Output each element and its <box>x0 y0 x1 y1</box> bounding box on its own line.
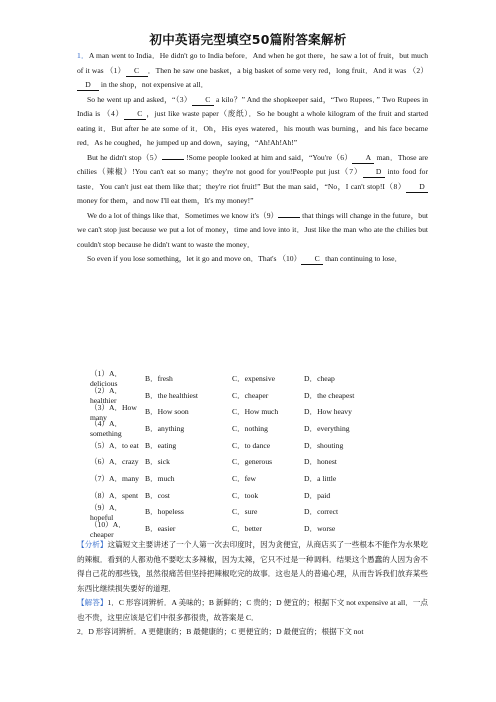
option-row: （3）A．How many B．How soon C．How much D．How heavy <box>90 402 352 422</box>
answer-blank-1: C <box>126 65 148 77</box>
paragraph-5: So even if you lose something，let it go and move on．That's （10） C than continuing to lose． <box>87 254 403 263</box>
answer-blank-10: C <box>301 253 323 265</box>
option-row: （2）A．healthier B．the healthiest C．cheaper D．the cheapest <box>90 386 355 406</box>
option-row: （8）A．spent B．cost C．took D．paid <box>90 490 331 500</box>
page-title: 初中英语完型填空50篇附答案解析 <box>149 32 347 47</box>
option-row: （4）A．something B．anything C．nothing D．everything <box>90 419 350 439</box>
analysis-summary: 【分析】这篇短文主要讲述了一个人第一次去印度时，因为贪便宜，从商店买了一些根本不能作为水果吃的辣椒．看到的人都劝他不要吃太多辣椒，因为太辣，它只不过是一种调料．结果这个愚蠢的人因为舍不得自己花的那些钱，虽然很痛苦但坚持把辣椒吃完的故事．这也是人的普遍心理，从而告诉我们放弃某些东西比继续损失要好的道理． <box>77 540 429 593</box>
analysis-label: 【分析】 <box>77 540 108 549</box>
answer-blank-6: A <box>352 152 374 164</box>
option-row: （10）A．cheaper B．easier C．better D．worse <box>90 519 336 539</box>
paragraph-4: We do a lot of things like that．Sometimes we know it's（9） that things will change in the future，but we can't stop just because we put a lot of money，time and love into it．Just like the man who ate the chilies but couldn't stop because he didn't want to waste the money． <box>77 210 428 249</box>
answer-blank-2: D <box>77 79 99 91</box>
option-row: （9）A．hopeful B．hopeless C．sure D．correct <box>90 502 339 522</box>
answer-blank-5 <box>162 159 184 160</box>
option-row: （5）A．to eat B．eating C．to dance D．shouting <box>90 440 344 450</box>
option-row: （1）A．delicious B．fresh C．expensive D．cheap <box>90 369 335 389</box>
answer-explanation: 【解答】1．C 形容词辨析．A 美味的；B 新鲜的；C 贵的；D 便宜的；根据下文 not expensive at all．一点也不贵，这里应该是它们中很多都很贵，故答案是 C． <box>77 598 429 622</box>
passage <box>77 49 428 267</box>
answer-explanation: 2．D 形容词辨析．A 更健康的；B 最健康的；C 更便宜的；D 最便宜的；根据下文 not <box>77 627 364 636</box>
analysis-section <box>77 538 428 640</box>
paragraph-3: But he didn't stop（5） !Some people looked at him and said，“You're（6） A man．Those are chilies（辣椒）!You can't eat so many；they're not good for you!People put just（7） D into food for taste．You can't just eat them like that；they're riot fruit!” But the man said，“No，I can't stop!I（8） D money for them，and now I'll eat them，It's my money!” <box>77 152 428 205</box>
question-number: 1． <box>77 51 89 60</box>
answer-blank-7: D <box>363 166 385 178</box>
answer-label: 【解答】 <box>77 598 108 607</box>
answer-blank-9 <box>278 217 300 218</box>
answer-blank-3: C <box>192 94 214 106</box>
answer-blank-4: C <box>124 108 146 120</box>
paragraph-2: So he went up and asked，“（3） C a kilo？” And the shopkeeper said，“Two Rupees．” Two Rupees in India is （4） C ，just like waste paper（废纸）．So he bought a whole kilogram of the fruit and started eating it．But after he ate some of it．Oh，His eyes watered，his mouth was burning，and his face became red．As he coughed，he jumped up and down，saying，“Ah!Ah!Ah!” <box>77 94 429 147</box>
answer-blank-8: D <box>406 181 428 193</box>
option-row: （7）A．many B．much C．few D．a little <box>90 473 337 483</box>
paragraph-1: 1．A man went to India．He didn't go to India before．And when he got there，he saw a lot of fruit，but much of it was （1） C ．Then he saw one basket，a big basket of some very red，long fruit．And it was （2）D in the shop，not expensive at all． <box>77 51 429 89</box>
option-row: （6）A．crazy B．sick C．generous D．honest <box>90 457 337 467</box>
options-table <box>90 370 428 537</box>
